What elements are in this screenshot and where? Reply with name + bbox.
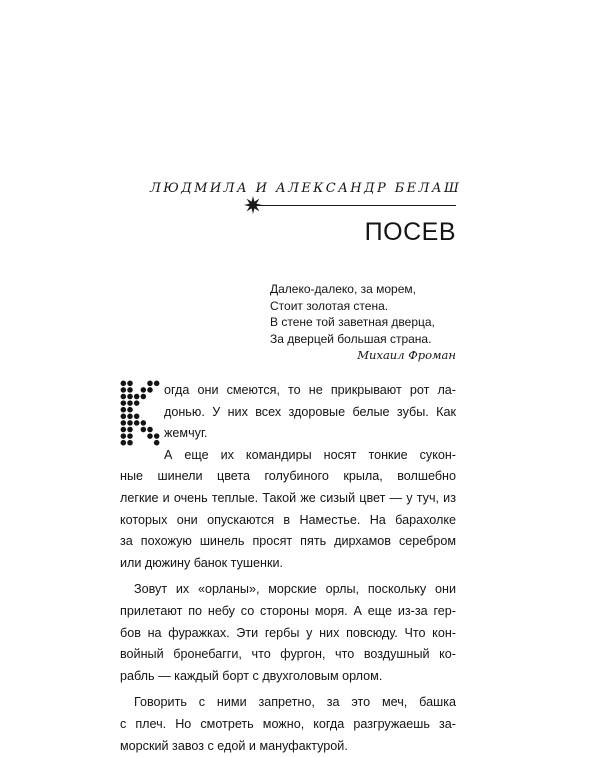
text-line: прилетают по небу со стороны моря. А еще из-за гер- (120, 601, 456, 623)
text-line: ные шинели цвета голубиного крыла, волшебно (120, 466, 456, 488)
author-name: ЛЮДМИЛА И АЛЕКСАНДР БЕЛАШ (150, 181, 456, 196)
epigraph-line: Далеко-далеко, за морем, (270, 281, 456, 298)
text-line: или дюжину банок тушенки. (120, 553, 456, 575)
text-line: огда они смеются, то не прикрывают рот ла- (164, 380, 456, 402)
text-line: Зовут их «орланы», морские орлы, поскольку они (120, 579, 456, 601)
text-line: жемчуг. (164, 423, 456, 445)
text-line: рабль — каждый борт с двухголовым орлом. (120, 666, 456, 688)
text-line: А еще их командиры носят тонкие сукон- (164, 445, 456, 467)
body-text (120, 380, 456, 757)
text-line: Говорить с ними запретно, за это меч, башка (120, 692, 456, 714)
epigraph-line: В стене той заветная дверца, (270, 314, 456, 331)
text-line: за похожую шинель просят пять дирхамов серебром (120, 531, 456, 553)
text-line: с плеч. Но смотреть можно, когда разгружаешь за- (120, 714, 456, 736)
text-line: легкие и очень теплые. Такой же сизый цвет — у туч, из (120, 488, 456, 510)
chapter-title: ПОСЕВ (300, 218, 456, 247)
text-line: которых они опускаются в Наместье. На барахолке (120, 510, 456, 532)
epigraph-attribution: Михаил Фроман (270, 347, 456, 364)
text-line: бов на фуражках. Эти гербы у них повсюду. Что кон- (120, 623, 456, 645)
header-rule (258, 205, 456, 206)
epigraph (270, 281, 456, 364)
text-line: морский завоз с едой и мануфактурой. (120, 736, 456, 757)
epigraph-line: За дверцей большая страна. (270, 331, 456, 348)
text-line: войный бронебагги, что фургон, что воздушный ко- (120, 644, 456, 666)
epigraph-line: Стоит золотая стена. (270, 298, 456, 315)
text-line: донью. У них всех здоровые белые зубы. Как (164, 402, 456, 424)
